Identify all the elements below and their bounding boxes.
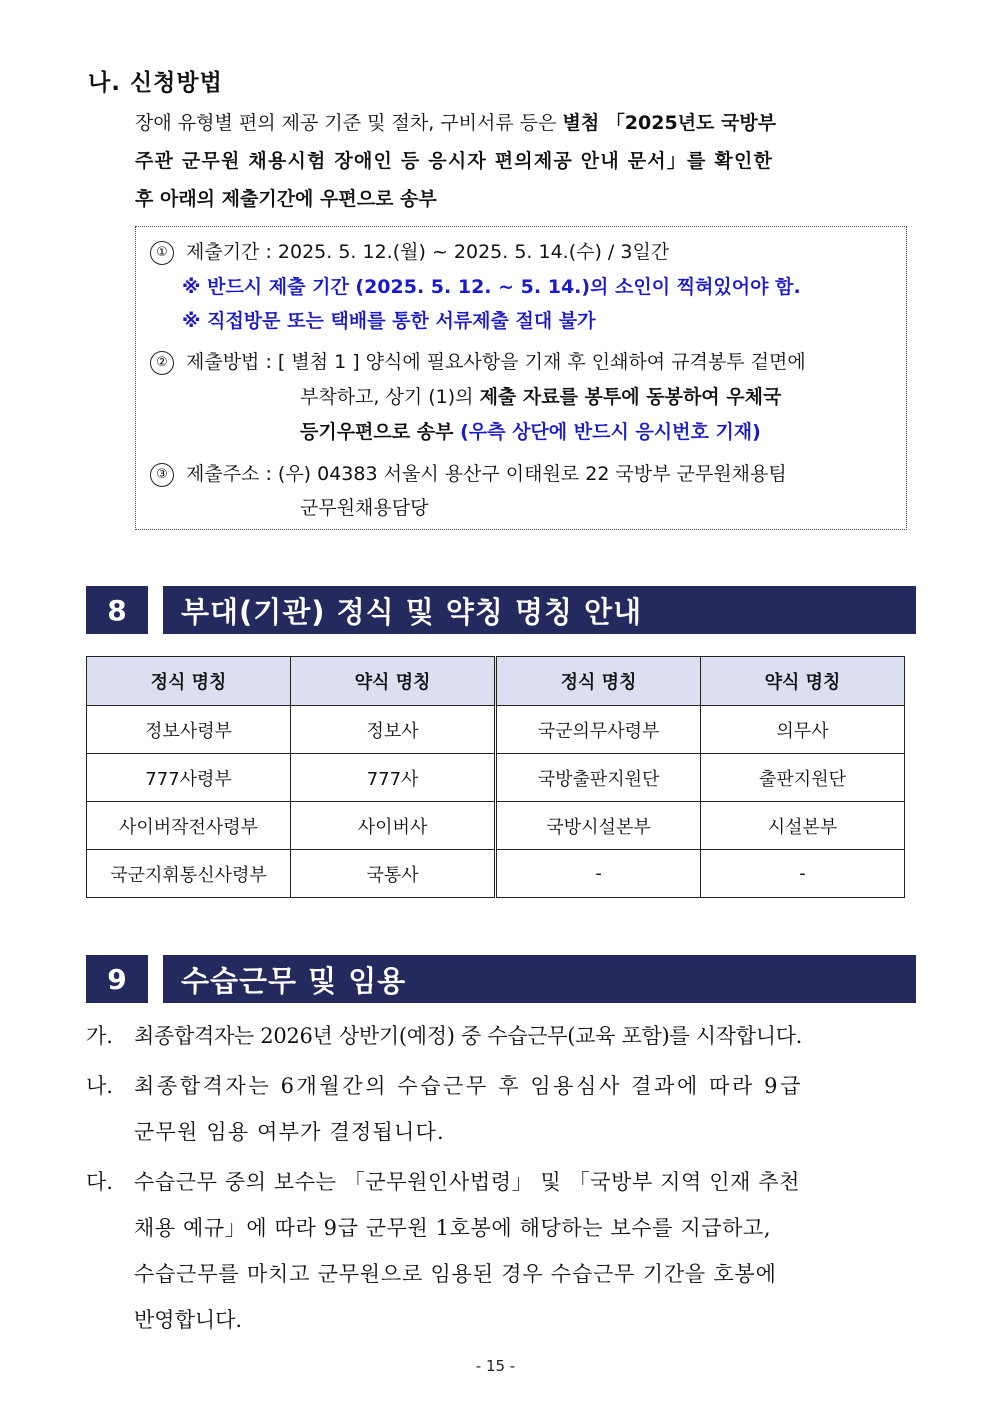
submit-address-label: 제출주소 : bbox=[186, 463, 278, 485]
intro-line1-bold: 별첨 「2025년도 국방부 bbox=[562, 112, 777, 134]
table-header-row bbox=[87, 657, 905, 706]
section8-number-badge: 8 bbox=[86, 586, 148, 634]
item-da-line1: 수습근무 중의 보수는 「군무원인사법령」 및 「국방부 지역 인재 추천 bbox=[134, 1170, 801, 1194]
submit-period-value: 2025. 5. 12.(월) ~ 2025. 5. 14.(수) / 3일간 bbox=[277, 241, 670, 263]
table-row bbox=[87, 850, 905, 898]
section-heading: 나. 신청방법 bbox=[88, 70, 223, 96]
section9-number-badge: 9 bbox=[86, 955, 148, 1003]
submit-method-line2 bbox=[300, 382, 781, 409]
table-cell: 출판지원단 bbox=[701, 754, 905, 802]
table-cell: - bbox=[496, 850, 701, 898]
submit-address-item bbox=[150, 459, 787, 487]
header-official-name-2: 정식 명칭 bbox=[496, 657, 701, 706]
table-cell: - bbox=[701, 850, 905, 898]
item-da-cont3 bbox=[86, 1296, 911, 1342]
header-short-name: 약식 명칭 bbox=[291, 657, 496, 706]
item-ga bbox=[86, 1012, 911, 1058]
circled-number-3: ③ bbox=[150, 463, 174, 487]
item-da bbox=[86, 1158, 911, 1204]
table-cell: 의무사 bbox=[701, 706, 905, 754]
submit-method-item bbox=[150, 347, 806, 375]
table-cell: 국방시설본부 bbox=[496, 802, 701, 850]
item-na-line2: 군무원 임용 여부가 결정됩니다. bbox=[134, 1120, 445, 1144]
submit-address-line1: (우) 04383 서울시 용산구 이태원로 22 국방부 군무원채용팀 bbox=[277, 463, 787, 485]
item-da-line2: 채용 예규」에 따라 9급 군무원 1호봉에 해당하는 보수를 지급하고, bbox=[134, 1216, 772, 1240]
item-na-mark: 나. bbox=[86, 1074, 113, 1098]
submit-method-line3 bbox=[300, 417, 761, 444]
table-cell: 사이버사 bbox=[291, 802, 496, 850]
item-da-line4: 반영합니다. bbox=[134, 1308, 243, 1332]
table-row bbox=[87, 802, 905, 850]
submit-method-line2-normal: 부착하고, 상기 (1)의 bbox=[300, 386, 480, 408]
table-cell: 국방출판지원단 bbox=[496, 754, 701, 802]
submit-method-line3-blue: (우측 상단에 반드시 응시번호 기재) bbox=[460, 421, 761, 443]
header-official-name: 정식 명칭 bbox=[87, 657, 291, 706]
notice-postmark: ※ 반드시 제출 기간 (2025. 5. 12. ~ 5. 14.)의 소인이 찍혀있어야 함. bbox=[182, 276, 801, 298]
unit-name-table bbox=[86, 656, 905, 898]
table-row bbox=[87, 754, 905, 802]
table-cell: 시설본부 bbox=[701, 802, 905, 850]
submit-address-line2: 군무원채용담당 bbox=[300, 497, 429, 519]
intro-line2: 주관 군무원 채용시험 장애인 등 응시자 편의제공 안내 문서」를 확인한 bbox=[135, 150, 774, 172]
submit-method-line2-bold: 제출 자료를 봉투에 동봉하여 우체국 bbox=[479, 386, 782, 408]
item-da-cont2 bbox=[86, 1250, 911, 1296]
item-na-line1: 최종합격자는 6개월간의 수습근무 후 임용심사 결과에 따라 9급 bbox=[134, 1074, 803, 1098]
intro-line3: 후 아래의 제출기간에 우편으로 송부 bbox=[135, 188, 437, 210]
item-na-cont bbox=[86, 1108, 911, 1154]
submission-info-box bbox=[135, 226, 907, 530]
item-da-mark: 다. bbox=[86, 1170, 113, 1194]
table-cell: 정보사 bbox=[291, 706, 496, 754]
header-short-name-2: 약식 명칭 bbox=[701, 657, 905, 706]
table-cell: 국통사 bbox=[291, 850, 496, 898]
page-number: - 15 - bbox=[475, 1357, 516, 1375]
table-cell: 정보사령부 bbox=[87, 706, 291, 754]
submit-method-line3-bold: 등기우편으로 송부 bbox=[300, 421, 461, 443]
table-cell: 국군의무사령부 bbox=[496, 706, 701, 754]
submit-method-label: 제출방법 : bbox=[186, 351, 278, 373]
intro-paragraph bbox=[135, 104, 910, 218]
section9-title: 수습근무 및 임용 bbox=[163, 955, 916, 1003]
submit-period-label: 제출기간 : bbox=[186, 241, 278, 263]
item-da-line3: 수습근무를 마치고 군무원으로 임용된 경우 수습근무 기간을 호봉에 bbox=[134, 1262, 777, 1286]
table-cell: 777사 bbox=[291, 754, 496, 802]
item-ga-text: 최종합격자는 2026년 상반기(예정) 중 수습근무(교육 포함)를 시작합니다. bbox=[134, 1024, 803, 1048]
circled-number-2: ② bbox=[150, 351, 174, 375]
item-na bbox=[86, 1062, 911, 1108]
submit-method-line1: [ 별첨 1 ] 양식에 필요사항을 기재 후 인쇄하여 규격봉투 겉면에 bbox=[277, 351, 806, 373]
table-cell: 국군지휘통신사령부 bbox=[87, 850, 291, 898]
table-row bbox=[87, 706, 905, 754]
item-da-cont1 bbox=[86, 1204, 911, 1250]
item-ga-mark: 가. bbox=[86, 1024, 113, 1048]
intro-line1-normal: 장애 유형별 편의 제공 기준 및 절차, 구비서류 등은 bbox=[135, 112, 563, 134]
notice-no-visit: ※ 직접방문 또는 택배를 통한 서류제출 절대 불가 bbox=[182, 310, 596, 332]
submit-period-item bbox=[150, 237, 669, 265]
section9-body bbox=[86, 1012, 911, 1342]
table-cell: 777사령부 bbox=[87, 754, 291, 802]
circled-number-1: ① bbox=[150, 241, 174, 265]
section8-title: 부대(기관) 정식 및 약칭 명칭 안내 bbox=[163, 586, 916, 634]
table-cell: 사이버작전사령부 bbox=[87, 802, 291, 850]
